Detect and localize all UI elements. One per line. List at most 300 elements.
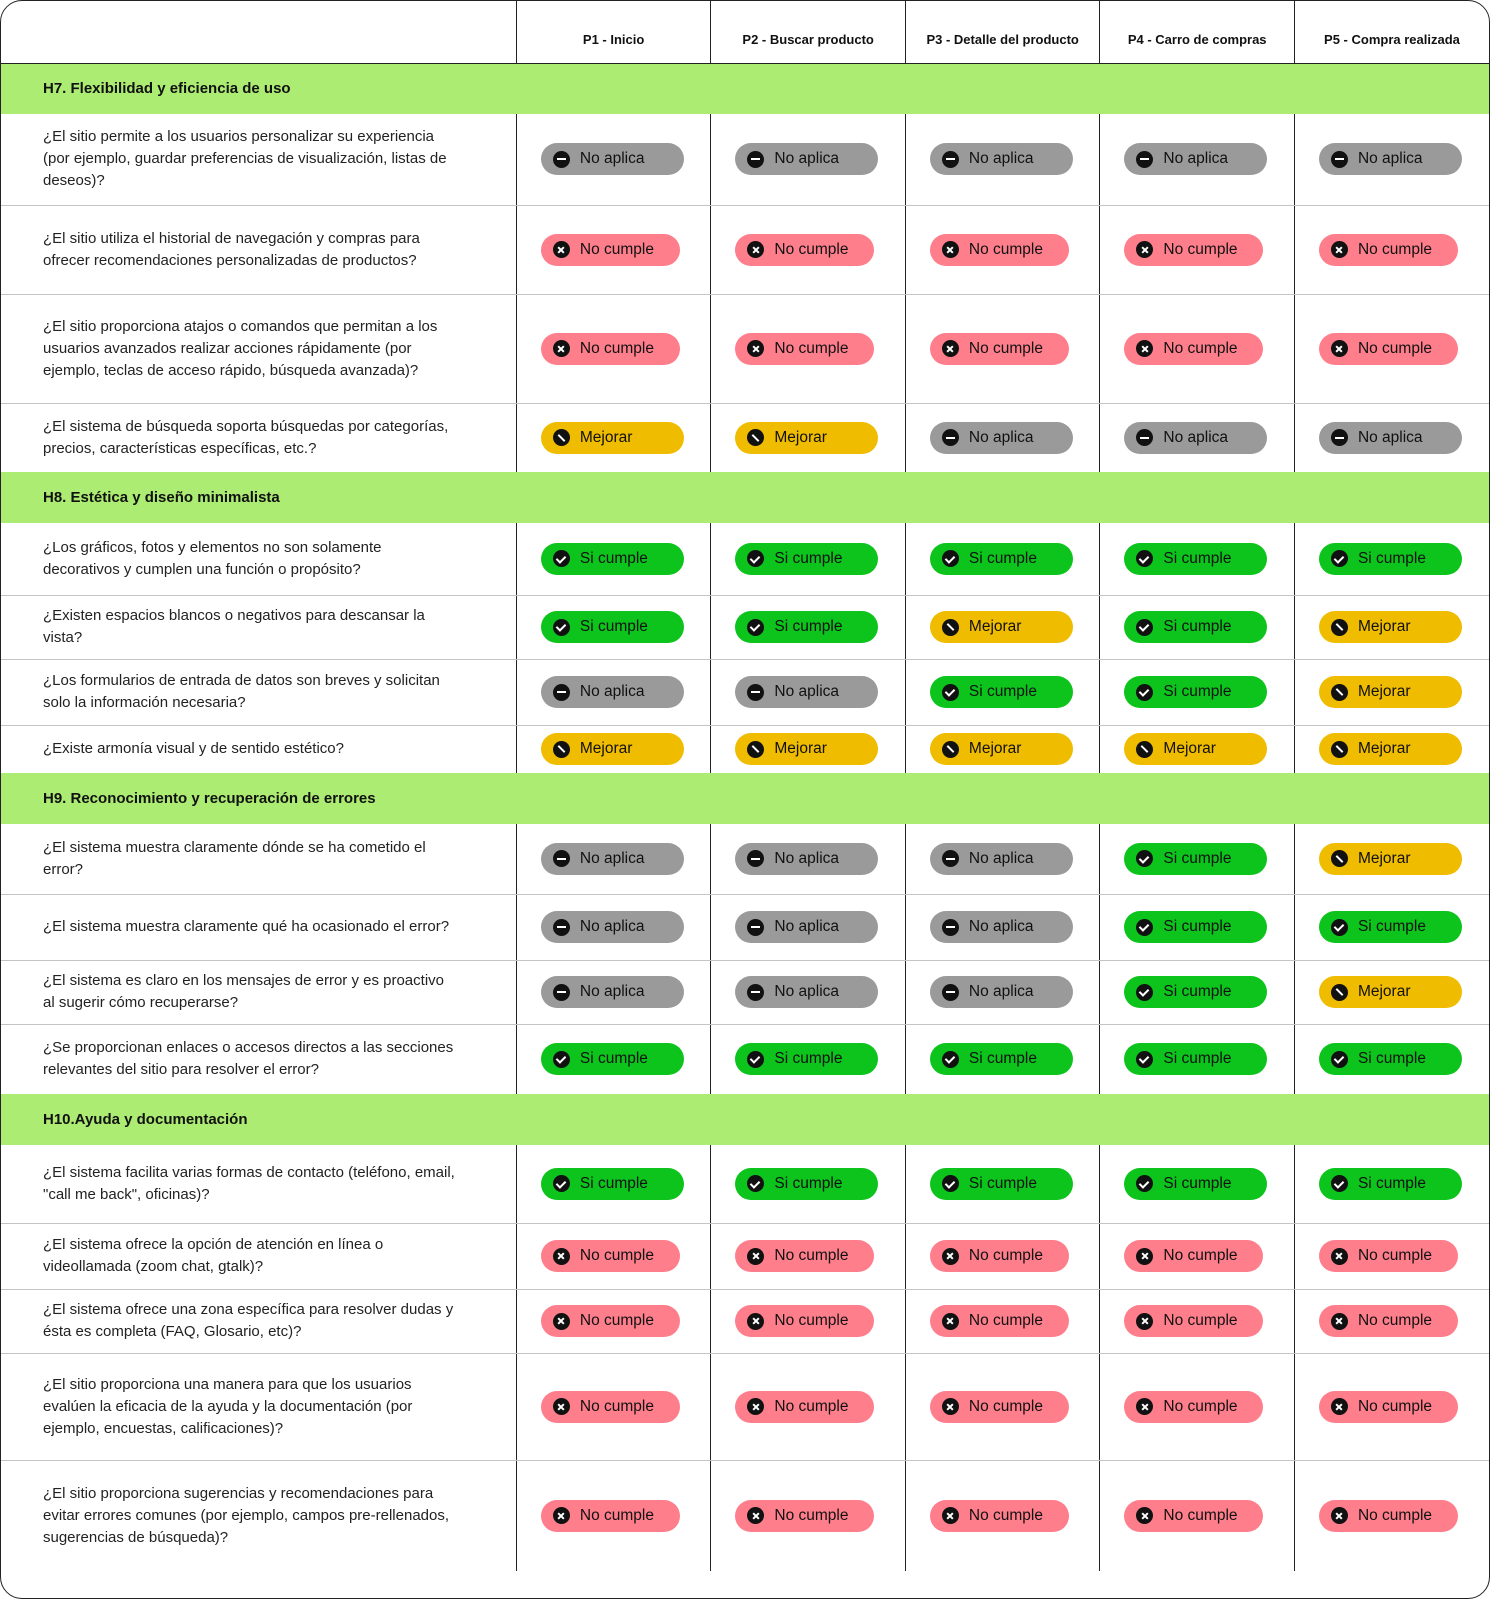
status-cell-p5 [1294, 403, 1489, 472]
status-label: No cumple [1163, 1506, 1238, 1524]
status-cell-p4 [1100, 894, 1295, 960]
status-badge [541, 1240, 680, 1272]
slash-circle-icon [747, 741, 764, 758]
status-badge [1124, 1043, 1267, 1075]
question-text: ¿El sitio proporciona atajos o comandos que permitan a los usuarios avanzados realizar acciones rápidamente (por ejemplo, teclas de acceso rápido, búsqueda avanzada)? [1, 294, 516, 403]
status-cell-p5 [1294, 1289, 1489, 1353]
status-cell-p3 [905, 1353, 1100, 1460]
status-cell-p1 [516, 960, 711, 1024]
status-badge [541, 543, 684, 575]
status-label: No cumple [774, 1247, 849, 1264]
status-cell-p5 [1294, 523, 1489, 595]
status-cell-p3 [905, 403, 1100, 472]
status-cell-p1 [516, 294, 711, 403]
status-badge [735, 1168, 878, 1200]
question-text: ¿El sistema ofrece la opción de atención en línea o videollamada (zoom chat, gtalk)? [1, 1223, 516, 1289]
status-label: Mejorar [968, 618, 1022, 635]
column-header-p2: P2 - Buscar producto [711, 1, 906, 63]
x-circle-icon [1136, 1507, 1153, 1524]
status-cell-p2 [711, 1145, 906, 1223]
status-label: Mejorar [774, 428, 827, 446]
status-label: No cumple [1357, 1506, 1433, 1524]
status-label: Si cumple [1163, 1174, 1232, 1192]
status-badge [930, 1305, 1069, 1337]
x-circle-icon [553, 1248, 570, 1265]
status-cell-p4 [1100, 1353, 1295, 1460]
question-text: ¿Existen espacios blancos o negativos para descansar la vista? [1, 595, 516, 659]
status-cell-p3 [905, 725, 1100, 773]
header-empty-cell [1, 1, 516, 63]
status-badge [541, 1043, 684, 1075]
status-cell-p1 [516, 403, 711, 472]
check-circle-icon [1136, 850, 1153, 867]
status-cell-p4 [1100, 595, 1295, 659]
x-circle-icon [553, 1507, 570, 1524]
status-label: No aplica [774, 983, 840, 1000]
status-badge [930, 143, 1073, 175]
status-cell-p1 [516, 595, 711, 659]
status-label: No cumple [1163, 1397, 1238, 1415]
status-badge [1319, 611, 1462, 643]
check-circle-icon [942, 1051, 959, 1068]
table-row [1, 1460, 1489, 1571]
status-badge [1124, 422, 1267, 454]
status-cell-p4 [1100, 960, 1295, 1024]
x-circle-icon [747, 1398, 764, 1415]
status-label: Si cumple [579, 618, 648, 635]
status-badge [541, 1391, 680, 1423]
status-label: No cumple [1163, 1312, 1238, 1329]
status-badge [930, 843, 1073, 875]
status-label: No cumple [579, 240, 654, 258]
status-cell-p1 [516, 1289, 711, 1353]
question-text: ¿El sistema muestra claramente qué ha ocasionado el error? [1, 894, 516, 960]
status-label: No cumple [1357, 1247, 1433, 1264]
status-badge [930, 976, 1073, 1008]
status-badge [735, 1500, 874, 1532]
status-badge [930, 1240, 1069, 1272]
status-badge [930, 1391, 1069, 1423]
table-row [1, 1353, 1489, 1460]
table-row [1, 1289, 1489, 1353]
slash-circle-icon [1136, 741, 1153, 758]
status-label: No cumple [968, 1397, 1043, 1415]
status-cell-p2 [711, 960, 906, 1024]
slash-circle-icon [553, 741, 570, 758]
status-label: No aplica [774, 918, 840, 935]
x-circle-icon [1331, 1398, 1348, 1415]
status-cell-p3 [905, 1223, 1100, 1289]
status-label: Si cumple [579, 1050, 648, 1068]
x-circle-icon [1136, 241, 1153, 258]
heuristic-evaluation-table [1, 1, 1489, 1571]
slash-circle-icon [1331, 619, 1348, 636]
question-text: ¿Existe armonía visual y de sentido estético? [43, 740, 344, 758]
status-cell-p3 [905, 205, 1100, 294]
status-badge [541, 676, 684, 708]
status-badge [1124, 611, 1267, 643]
status-badge [1124, 1391, 1263, 1423]
status-label: No aplica [968, 918, 1034, 935]
status-cell-p4 [1100, 1145, 1295, 1223]
status-cell-p3 [905, 659, 1100, 725]
status-label: No cumple [579, 1397, 654, 1415]
minus-circle-icon [747, 684, 764, 701]
check-circle-icon [553, 1175, 570, 1192]
status-badge [541, 611, 684, 643]
status-label: No aplica [1163, 150, 1229, 168]
table-row [1, 403, 1489, 472]
table-row [1, 595, 1489, 659]
status-label: Mejorar [968, 740, 1022, 758]
status-badge [930, 234, 1069, 266]
status-label: No aplica [968, 428, 1034, 446]
x-circle-icon [553, 1313, 570, 1330]
status-badge [1124, 333, 1263, 365]
question-text: ¿Se proporcionan enlaces o accesos directos a las secciones relevantes del sitio para resolver el error? [43, 1039, 454, 1079]
status-cell-p5 [1294, 894, 1489, 960]
minus-circle-icon [942, 919, 959, 936]
status-badge [735, 422, 878, 454]
table-row [1, 824, 1489, 894]
status-cell-p4 [1100, 1289, 1295, 1353]
table-row [1, 205, 1489, 294]
status-label: No cumple [1357, 1312, 1433, 1329]
table-row [1, 1223, 1489, 1289]
status-badge [541, 234, 680, 266]
check-circle-icon [1136, 1051, 1153, 1068]
status-label: Si cumple [1163, 918, 1232, 935]
status-badge [735, 1043, 878, 1075]
status-cell-p5 [1294, 1460, 1489, 1571]
question-text: ¿El sistema muestra claramente dónde se ha cometido el error? [1, 824, 516, 894]
status-cell-p2 [711, 725, 906, 773]
status-cell-p5 [1294, 1145, 1489, 1223]
check-circle-icon [1331, 1051, 1348, 1068]
status-label: No aplica [774, 849, 840, 867]
minus-circle-icon [747, 151, 764, 168]
slash-circle-icon [1331, 684, 1348, 701]
status-label: No cumple [1357, 240, 1433, 258]
status-label: No aplica [579, 983, 645, 1000]
status-label: No cumple [579, 1506, 654, 1524]
status-label: No cumple [774, 1397, 849, 1415]
status-label: Si cumple [968, 549, 1037, 567]
minus-circle-icon [553, 984, 570, 1001]
x-circle-icon [1331, 1248, 1348, 1265]
status-label: Mejorar [579, 740, 633, 758]
status-label: No cumple [579, 339, 654, 357]
check-circle-icon [1136, 984, 1153, 1001]
status-badge [541, 143, 684, 175]
status-badge [1124, 843, 1267, 875]
status-label: No cumple [968, 1506, 1043, 1524]
status-cell-p4 [1100, 725, 1295, 773]
status-badge [735, 543, 878, 575]
status-label: No aplica [968, 849, 1034, 867]
minus-circle-icon [1136, 429, 1153, 446]
status-badge [1319, 143, 1462, 175]
question-text: ¿El sitio proporciona sugerencias y recomendaciones para evitar errores comunes (por ejemplo, campos pre-rellenados, sugerencias de búsqueda)? [43, 1484, 450, 1546]
status-cell-p3 [905, 894, 1100, 960]
status-badge [930, 422, 1073, 454]
status-badge [1124, 733, 1267, 765]
column-header-p3: P3 - Detalle del producto [905, 1, 1100, 63]
status-badge [735, 333, 874, 365]
status-cell-p4 [1100, 1460, 1295, 1571]
status-badge [1124, 976, 1267, 1008]
minus-circle-icon [942, 850, 959, 867]
status-label: No aplica [579, 683, 645, 700]
status-cell-p3 [905, 824, 1100, 894]
question-text: ¿El sistema facilita varias formas de contacto (teléfono, email, "call me back", oficinas)? [1, 1145, 516, 1223]
status-cell-p5 [1294, 1024, 1489, 1094]
status-cell-p2 [711, 659, 906, 725]
status-badge [930, 733, 1073, 765]
slash-circle-icon [942, 741, 959, 758]
check-circle-icon [1136, 1175, 1153, 1192]
x-circle-icon [747, 1313, 764, 1330]
status-label: Mejorar [579, 428, 633, 446]
status-badge [1319, 1500, 1458, 1532]
check-circle-icon [747, 619, 764, 636]
table-row [1, 114, 1489, 205]
x-circle-icon [1331, 241, 1348, 258]
status-label: Si cumple [1163, 549, 1232, 567]
status-cell-p1 [516, 1145, 711, 1223]
minus-circle-icon [942, 151, 959, 168]
status-badge [541, 1305, 680, 1337]
status-cell-p1 [516, 659, 711, 725]
check-circle-icon [1331, 1175, 1348, 1192]
status-cell-p3 [905, 595, 1100, 659]
status-badge [1124, 911, 1267, 943]
check-circle-icon [1136, 550, 1153, 567]
status-badge [1319, 543, 1462, 575]
check-circle-icon [747, 1051, 764, 1068]
status-badge [541, 843, 684, 875]
slash-circle-icon [942, 619, 959, 636]
status-cell-p2 [711, 294, 906, 403]
question-text: ¿El sistema es claro en los mensajes de error y es proactivo al sugerir cómo recuperarse? [1, 960, 516, 1024]
status-badge [1319, 1043, 1462, 1075]
status-cell-p4 [1100, 114, 1295, 205]
status-cell-p1 [516, 114, 711, 205]
status-label: No cumple [968, 1247, 1043, 1264]
x-circle-icon [942, 1313, 959, 1330]
section-header-row [1, 1094, 1489, 1145]
table-row [1, 1145, 1489, 1223]
status-badge [541, 733, 684, 765]
status-badge [735, 143, 878, 175]
status-cell-p2 [711, 1353, 906, 1460]
status-label: No cumple [774, 339, 849, 357]
status-label: Si cumple [968, 683, 1037, 700]
status-cell-p5 [1294, 205, 1489, 294]
x-circle-icon [1136, 1313, 1153, 1330]
minus-circle-icon [942, 984, 959, 1001]
status-label: Si cumple [774, 1050, 843, 1068]
status-label: Si cumple [968, 1050, 1037, 1068]
check-circle-icon [1136, 619, 1153, 636]
table-row [1, 523, 1489, 595]
status-cell-p5 [1294, 1353, 1489, 1460]
status-badge [735, 1305, 874, 1337]
status-label: No cumple [579, 1312, 654, 1329]
status-cell-p1 [516, 1353, 711, 1460]
status-label: No aplica [774, 150, 840, 168]
status-cell-p1 [516, 894, 711, 960]
x-circle-icon [747, 241, 764, 258]
x-circle-icon [942, 1398, 959, 1415]
table-row [1, 960, 1489, 1024]
slash-circle-icon [1331, 741, 1348, 758]
status-badge [735, 843, 878, 875]
x-circle-icon [1136, 1248, 1153, 1265]
status-badge [541, 333, 680, 365]
status-cell-p5 [1294, 294, 1489, 403]
status-cell-p2 [711, 205, 906, 294]
status-cell-p2 [711, 824, 906, 894]
minus-circle-icon [747, 919, 764, 936]
status-label: Mejorar [1163, 740, 1216, 758]
status-badge [735, 611, 878, 643]
table-row [1, 294, 1489, 403]
column-header-p5: P5 - Compra realizada [1294, 1, 1489, 63]
section-title: H10.Ayuda y documentación [1, 1094, 1489, 1145]
status-badge [930, 1500, 1069, 1532]
status-label: Mejorar [1357, 618, 1411, 635]
x-circle-icon [1136, 340, 1153, 357]
table-row [1, 725, 1489, 773]
status-badge [735, 234, 874, 266]
status-cell-p2 [711, 523, 906, 595]
x-circle-icon [942, 1248, 959, 1265]
status-badge [735, 911, 878, 943]
status-label: No cumple [1163, 339, 1238, 357]
status-label: No cumple [774, 240, 849, 258]
status-badge [735, 1240, 874, 1272]
status-cell-p3 [905, 294, 1100, 403]
status-badge [1319, 733, 1462, 765]
check-circle-icon [553, 1051, 570, 1068]
status-cell-p5 [1294, 725, 1489, 773]
x-circle-icon [942, 241, 959, 258]
table-body [1, 63, 1489, 1571]
status-label: Si cumple [1357, 1050, 1426, 1068]
header-row [1, 1, 1489, 63]
status-cell-p1 [516, 523, 711, 595]
status-label: Mejorar [1357, 740, 1411, 758]
section-header-row [1, 773, 1489, 824]
status-badge [1319, 676, 1462, 708]
status-label: Si cumple [1357, 549, 1426, 567]
status-label: No cumple [1357, 339, 1433, 357]
check-circle-icon [747, 550, 764, 567]
status-label: No cumple [579, 1247, 654, 1264]
minus-circle-icon [747, 984, 764, 1001]
x-circle-icon [553, 1398, 570, 1415]
question-text: ¿Los gráficos, fotos y elementos no son solamente decorativos y cumplen una función o propósito? [1, 523, 516, 595]
status-label: Si cumple [1163, 849, 1232, 867]
check-circle-icon [1331, 919, 1348, 936]
status-label: Si cumple [1163, 683, 1232, 700]
status-label: Si cumple [1163, 983, 1232, 1000]
status-cell-p4 [1100, 1024, 1295, 1094]
status-cell-p2 [711, 595, 906, 659]
status-cell-p5 [1294, 960, 1489, 1024]
status-cell-p3 [905, 114, 1100, 205]
status-cell-p2 [711, 1460, 906, 1571]
x-circle-icon [1331, 1507, 1348, 1524]
status-cell-p3 [905, 1024, 1100, 1094]
status-label: Si cumple [579, 1174, 648, 1192]
x-circle-icon [1331, 1313, 1348, 1330]
status-cell-p5 [1294, 659, 1489, 725]
section-title: H7. Flexibilidad y eficiencia de uso [1, 63, 1489, 114]
status-label: No aplica [1163, 428, 1229, 446]
section-header-row [1, 63, 1489, 114]
status-label: No aplica [968, 983, 1034, 1000]
check-circle-icon [942, 684, 959, 701]
status-badge [1124, 1240, 1263, 1272]
status-label: Si cumple [1163, 1050, 1232, 1068]
status-label: Si cumple [774, 549, 843, 567]
status-cell-p4 [1100, 403, 1295, 472]
status-badge [1124, 676, 1267, 708]
x-circle-icon [747, 1507, 764, 1524]
section-header-row [1, 472, 1489, 523]
minus-circle-icon [1331, 429, 1348, 446]
status-badge [735, 1391, 874, 1423]
status-label: No aplica [579, 150, 645, 168]
column-header-p4: P4 - Carro de compras [1100, 1, 1295, 63]
status-cell-p4 [1100, 294, 1295, 403]
status-badge [735, 733, 878, 765]
table-row [1, 894, 1489, 960]
check-circle-icon [1136, 684, 1153, 701]
status-label: No cumple [968, 339, 1043, 357]
x-circle-icon [942, 340, 959, 357]
x-circle-icon [553, 340, 570, 357]
slash-circle-icon [1331, 850, 1348, 867]
status-label: Si cumple [1357, 1174, 1426, 1192]
table-row [1, 1024, 1489, 1094]
status-cell-p1 [516, 824, 711, 894]
status-label: Mejorar [1357, 983, 1411, 1000]
status-cell-p2 [711, 894, 906, 960]
status-badge [1124, 1500, 1263, 1532]
status-badge [930, 333, 1069, 365]
status-badge [541, 911, 684, 943]
status-label: Si cumple [774, 618, 843, 635]
status-cell-p1 [516, 1223, 711, 1289]
status-badge [930, 1043, 1073, 1075]
status-cell-p2 [711, 1223, 906, 1289]
status-label: Si cumple [1163, 618, 1232, 635]
status-badge [930, 543, 1073, 575]
table-row [1, 659, 1489, 725]
question-text: ¿El sitio proporciona una manera para que los usuarios evalúen la eficacia de la ayuda y la documentación (por ejemplo, encuestas, calificaciones)? [1, 1353, 516, 1460]
status-cell-p1 [516, 205, 711, 294]
status-badge [1319, 976, 1462, 1008]
column-header-p1: P1 - Inicio [516, 1, 711, 63]
status-label: No cumple [774, 1312, 849, 1329]
status-label: No cumple [1357, 1397, 1433, 1415]
status-badge [1124, 1305, 1263, 1337]
status-label: No aplica [1357, 428, 1423, 446]
status-cell-p2 [711, 1024, 906, 1094]
